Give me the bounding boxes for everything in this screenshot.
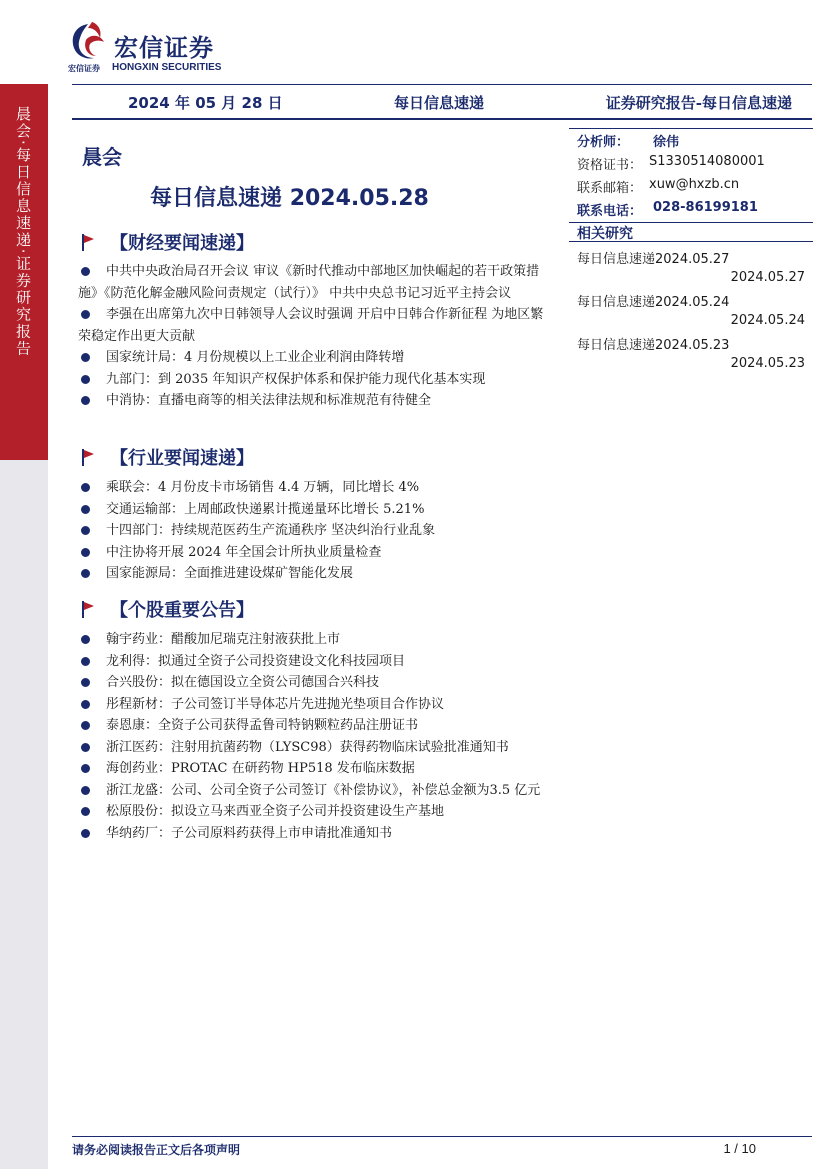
news-list [78, 477, 546, 585]
bullet-icon [81, 743, 90, 752]
side-strip-text: 晨会·每日信息速递·证券研究报告 [14, 106, 32, 358]
section-flag-icon [80, 600, 96, 618]
list-item: 华纳药厂：子公司原料药获得上市申请批准通知书 [78, 823, 546, 845]
logo-brand-name: 宏信证券 [114, 34, 214, 62]
related-report-title: 每日信息速递2024.05.24 [577, 295, 730, 310]
report-header-bar [72, 84, 812, 120]
section-title: 【行业要闻速递】 [110, 448, 254, 469]
section-flag-icon [80, 448, 96, 466]
bullet-icon [81, 678, 90, 687]
related-report-title: 每日信息速递2024.05.27 [577, 252, 730, 267]
section-heading [80, 596, 380, 622]
list-item: 国家统计局：4 月份规模以上工业企业利润由降转增 [78, 347, 546, 369]
section-title: 【财经要闻速递】 [110, 233, 254, 254]
bullet-icon [81, 310, 90, 319]
list-item: 翰宇药业：醋酸加尼瑞克注射液获批上市 [78, 629, 546, 651]
analyst-sidebar [569, 128, 813, 371]
phone-row [569, 197, 813, 220]
document-title-date: 2024.05.28 [289, 186, 429, 211]
analyst-name: 徐伟 [653, 135, 680, 150]
side-strip [0, 84, 48, 460]
page-number: 1 / 10 [723, 1141, 756, 1156]
related-report-date: 2024.05.27 [730, 270, 805, 285]
list-item: 乘联会：4 月份皮卡市场销售 4.4 万辆，同比增长 4% [78, 477, 546, 499]
bullet-icon [81, 396, 90, 405]
related-research-header [569, 222, 813, 242]
bullet-icon [81, 807, 90, 816]
bullet-icon [81, 375, 90, 384]
related-report-item[interactable] [569, 248, 813, 292]
bullet-icon [81, 505, 90, 514]
report-category: 晨会 [82, 145, 122, 169]
report-series: 每日信息速递 [394, 94, 485, 112]
related-report-item[interactable] [569, 291, 813, 335]
bullet-icon [81, 764, 90, 773]
list-item: 彤程新材：子公司签订半导体芯片先进抛光垫项目合作协议 [78, 694, 546, 716]
report-date: 2024 年 05 月 28 日 [128, 94, 283, 112]
related-research-title: 相关研究 [577, 226, 633, 242]
email-value[interactable]: xuw@hxzb.cn [649, 177, 740, 192]
document-title-text: 每日信息速递 [150, 185, 283, 211]
phone-value: 028-86199181 [653, 200, 758, 215]
email-row [569, 174, 813, 197]
section-heading [80, 229, 380, 255]
bullet-icon [81, 786, 90, 795]
bullet-icon [81, 721, 90, 730]
section-title: 【个股重要公告】 [110, 600, 254, 621]
list-item: 中注协将开展 2024 年全国会计所执业质量检查 [78, 542, 546, 564]
list-item: 泰恩康：全资子公司获得孟鲁司特钠颗粒药品注册证书 [78, 715, 546, 737]
section-heading [80, 444, 380, 470]
related-report-date: 2024.05.23 [730, 356, 805, 371]
news-list [78, 261, 546, 412]
list-item: 李强在出席第九次中日韩领导人会议时强调 开启中日韩合作新征程 为地区繁荣稳定作出更大贡献 [78, 307, 544, 344]
bullet-icon [81, 657, 90, 666]
list-item: 国家能源局：全面推进建设煤矿智能化发展 [78, 563, 546, 585]
phone-label: 联系电话： [577, 204, 643, 219]
logo-brand-small-en: HONGXIN SECURITIES [112, 62, 222, 73]
bullet-icon [81, 548, 90, 557]
bullet-icon [81, 569, 90, 578]
company-logo [68, 18, 268, 76]
bullet-icon [81, 526, 90, 535]
list-item: 浙江医药：注射用抗菌药物（LYSC98）获得药物临床试验批准通知书 [78, 737, 546, 759]
list-item: 浙江龙盛：公司、公司全资子公司签订《补偿协议》，补偿总金额为3.5 亿元 [78, 780, 546, 802]
bullet-icon [81, 267, 90, 276]
news-list [78, 629, 546, 844]
cert-value: S1330514080001 [649, 154, 765, 169]
related-report-item[interactable] [569, 334, 813, 378]
list-item: 十四部门：持续规范医药生产流通秩序 坚决纠治行业乱象 [78, 520, 546, 542]
list-item: 中共中央政治局召开会议 审议《新时代推动中部地区加快崛起的若干政策措施》《防范化解金融风险问责规定（试行）》 中共中央总书记习近平主持会议 [78, 264, 540, 301]
analyst-label: 分析师： [577, 135, 630, 150]
footer-disclaimer: 请务必阅读报告正文后各项声明 [72, 1143, 241, 1157]
analyst-row [569, 128, 813, 151]
section-flag-icon [80, 233, 96, 251]
logo-brand-small-cn: 宏信证券 [68, 64, 100, 73]
list-item: 合兴股份：拟在德国设立全资公司德国合兴科技 [78, 672, 546, 694]
list-item: 龙利得：拟通过全资子公司投资建设文化科技园项目 [78, 651, 546, 673]
document-title [150, 181, 429, 212]
hongxin-logo-mark-icon [68, 18, 110, 66]
bullet-icon [81, 635, 90, 644]
side-strip-lower [0, 460, 48, 1169]
related-report-title: 每日信息速递2024.05.23 [577, 338, 730, 353]
bullet-icon [81, 353, 90, 362]
email-label: 联系邮箱： [577, 181, 643, 196]
list-item: 海创药业：PROTAC 在研药物 HP518 发布临床数据 [78, 758, 546, 780]
list-item: 松原股份：拟设立马来西亚全资子公司并投资建设生产基地 [78, 801, 546, 823]
cert-label: 资格证书： [577, 158, 643, 173]
bullet-icon [81, 700, 90, 709]
related-report-date: 2024.05.24 [730, 313, 805, 328]
list-item: 中消协：直播电商等的相关法律法规和标准规范有待健全 [78, 390, 546, 412]
bullet-icon [81, 483, 90, 492]
bullet-icon [81, 829, 90, 838]
report-type: 证券研究报告-每日信息速递 [605, 94, 792, 112]
list-item: 交通运输部：上周邮政快递累计揽递量环比增长 5.21% [78, 499, 546, 521]
list-item: 九部门：到 2035 年知识产权保护体系和保护能力现代化基本实现 [78, 369, 546, 391]
page-footer [72, 1136, 812, 1157]
cert-row [569, 151, 813, 174]
